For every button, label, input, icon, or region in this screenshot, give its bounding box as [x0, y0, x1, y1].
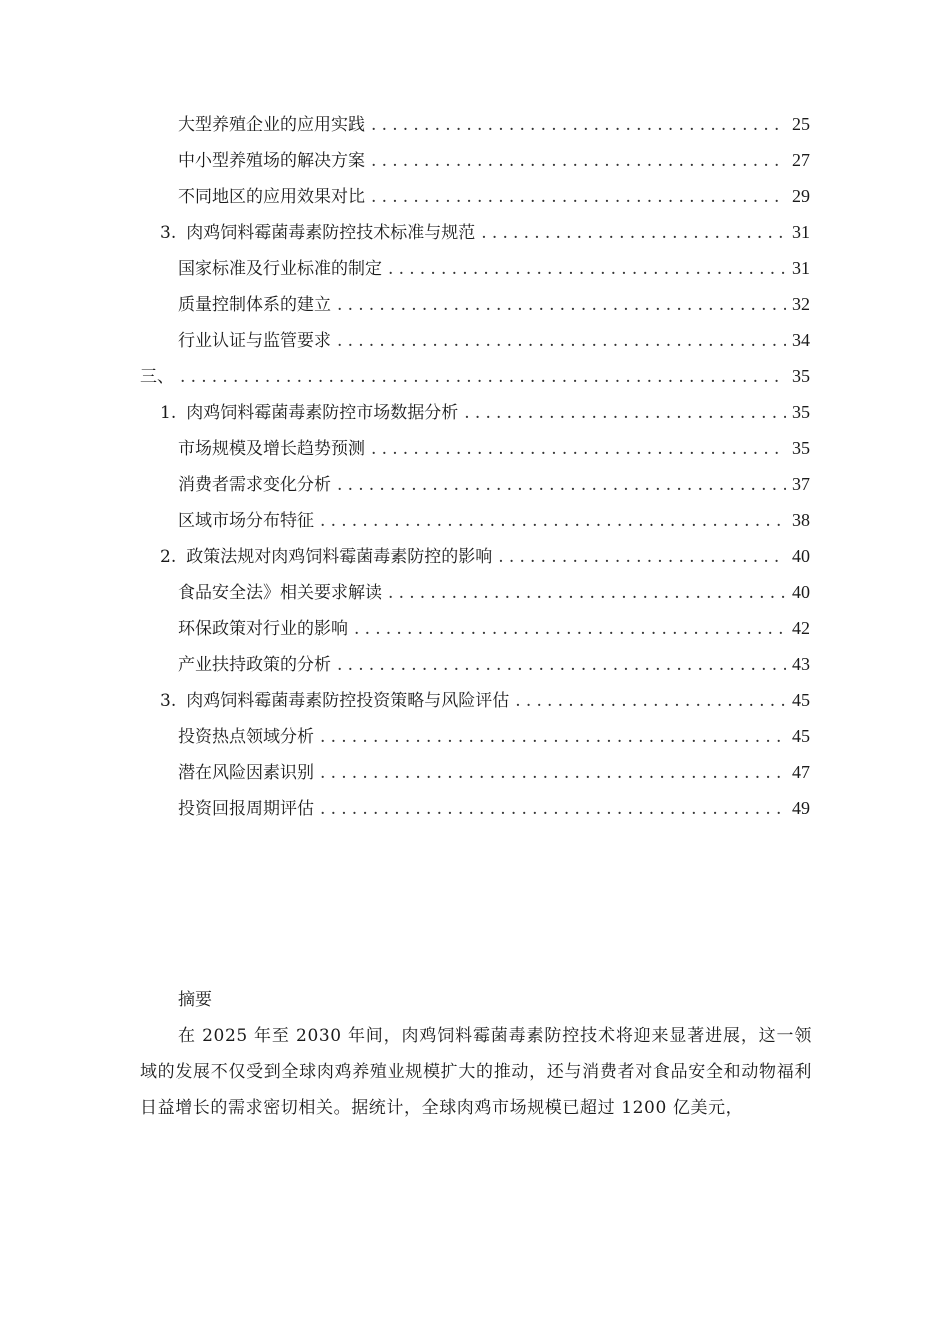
abstract-title: 摘要 [178, 990, 212, 1010]
toc-entry-title: 中小型养殖场的解决方案 [178, 151, 365, 171]
toc-leader-dots [320, 791, 786, 827]
toc-entry-page: 40 [792, 546, 810, 566]
toc-entry-page: 31 [792, 258, 810, 278]
toc-entry[interactable] [178, 286, 810, 322]
toc-leader-dots [337, 467, 786, 503]
toc-entry-page: 37 [792, 474, 810, 494]
toc-entry-number: 2. [160, 547, 177, 567]
toc-entry[interactable] [178, 718, 810, 754]
toc-entry-number: 1. [160, 403, 177, 423]
toc-leader-dots [337, 323, 786, 359]
toc-entry-page: 45 [792, 726, 810, 746]
toc-entry-title: 大型养殖企业的应用实践 [178, 115, 365, 135]
toc-entry-page: 40 [792, 582, 810, 602]
toc-entry[interactable] [178, 502, 810, 538]
toc-entry[interactable] [178, 106, 810, 142]
toc-entry-title: 环保政策对行业的影响 [178, 619, 348, 639]
toc-entry[interactable] [178, 646, 810, 682]
toc-leader-dots [320, 719, 786, 755]
toc-entry-title: 质量控制体系的建立 [178, 295, 331, 315]
toc-entry-page: 35 [792, 438, 810, 458]
toc-leader-dots [320, 503, 786, 539]
toc-entry-title: 产业扶持政策的分析 [178, 655, 331, 675]
toc-entry[interactable] [178, 178, 810, 214]
toc-leader-dots [320, 755, 786, 791]
toc-entry[interactable] [160, 682, 810, 718]
toc-entry[interactable] [178, 466, 810, 502]
toc-entry-title: 投资热点领域分析 [178, 727, 314, 747]
toc-entry[interactable] [178, 610, 810, 646]
toc-entry-page: 29 [792, 186, 810, 206]
toc-entry-title: 消费者需求变化分析 [178, 475, 331, 495]
toc-entry-title: 投资回报周期评估 [178, 799, 314, 819]
toc-entry-page: 34 [792, 330, 810, 350]
toc-entry-title: 食品安全法》相关要求解读 [178, 583, 382, 603]
toc-entry-number: 3. [160, 691, 177, 711]
toc-entry-page: 35 [792, 402, 810, 422]
toc-entry-title: 行业认证与监管要求 [178, 331, 331, 351]
toc-entry[interactable] [178, 790, 810, 826]
toc-leader-dots [371, 431, 786, 467]
toc-entry-page: 38 [792, 510, 810, 530]
toc-entry-page: 25 [792, 114, 810, 134]
toc-leader-dots [337, 647, 786, 683]
toc-entry-page: 42 [792, 618, 810, 638]
toc-leader-dots [464, 395, 786, 431]
abstract-body: 在 2025 年至 2030 年间，肉鸡饲料霉菌毒素防控技术将迎来显著进展，这一领域的发展不仅受到全球肉鸡养殖业规模扩大的推动，还与消费者对食品安全和动物福利日益增长的需求密切相关。据统计，全球肉鸡市场规模已超过 1200 亿美元， [140, 1026, 812, 1118]
toc-entry-title: 市场规模及增长趋势预测 [178, 439, 365, 459]
toc-leader-dots [371, 107, 786, 143]
toc-leader-dots [354, 611, 786, 647]
toc-entry-title: 不同地区的应用效果对比 [178, 187, 365, 207]
toc-leader-dots [337, 287, 786, 323]
toc-leader-dots [388, 251, 786, 287]
toc-leader-dots [371, 143, 786, 179]
toc-entry[interactable] [160, 394, 810, 430]
toc-entry-title: 国家标准及行业标准的制定 [178, 259, 382, 279]
toc-entry-title: 肉鸡饲料霉菌毒素防控市场数据分析 [186, 403, 459, 423]
toc-entry[interactable] [178, 142, 810, 178]
toc-entry[interactable] [160, 214, 810, 250]
toc-entry-title: 肉鸡饲料霉菌毒素防控技术标准与规范 [186, 223, 476, 243]
toc-leader-dots [498, 539, 786, 575]
toc-entry-title: 区域市场分布特征 [178, 511, 314, 531]
toc-entry-page: 45 [792, 690, 810, 710]
toc-entry-page: 31 [792, 222, 810, 242]
toc-entry-number: 3. [160, 223, 177, 243]
toc-entry-title: 政策法规对肉鸡饲料霉菌毒素防控的影响 [186, 547, 493, 567]
toc-entry-title: 三、 [140, 367, 174, 387]
toc-entry[interactable] [140, 358, 810, 394]
toc-entry[interactable] [178, 322, 810, 358]
toc-entry-page: 43 [792, 654, 810, 674]
toc-entry[interactable] [178, 574, 810, 610]
toc-entry-title: 潜在风险因素识别 [178, 763, 314, 783]
toc-entry[interactable] [178, 430, 810, 466]
toc-leader-dots [371, 179, 786, 215]
toc-entry-page: 47 [792, 762, 810, 782]
toc-entry[interactable] [178, 754, 810, 790]
toc-entry[interactable] [178, 250, 810, 286]
toc-leader-dots [515, 683, 786, 719]
toc-entry-title: 肉鸡饲料霉菌毒素防控投资策略与风险评估 [186, 691, 510, 711]
abstract-section [140, 982, 812, 1126]
toc-leader-dots [388, 575, 786, 611]
toc-entry-page: 35 [792, 366, 810, 386]
toc-entry-page: 49 [792, 798, 810, 818]
toc-entry-page: 27 [792, 150, 810, 170]
toc-entry[interactable] [160, 538, 810, 574]
toc-entry-page: 32 [792, 294, 810, 314]
toc-leader-dots [180, 359, 786, 395]
toc-leader-dots [481, 215, 786, 251]
